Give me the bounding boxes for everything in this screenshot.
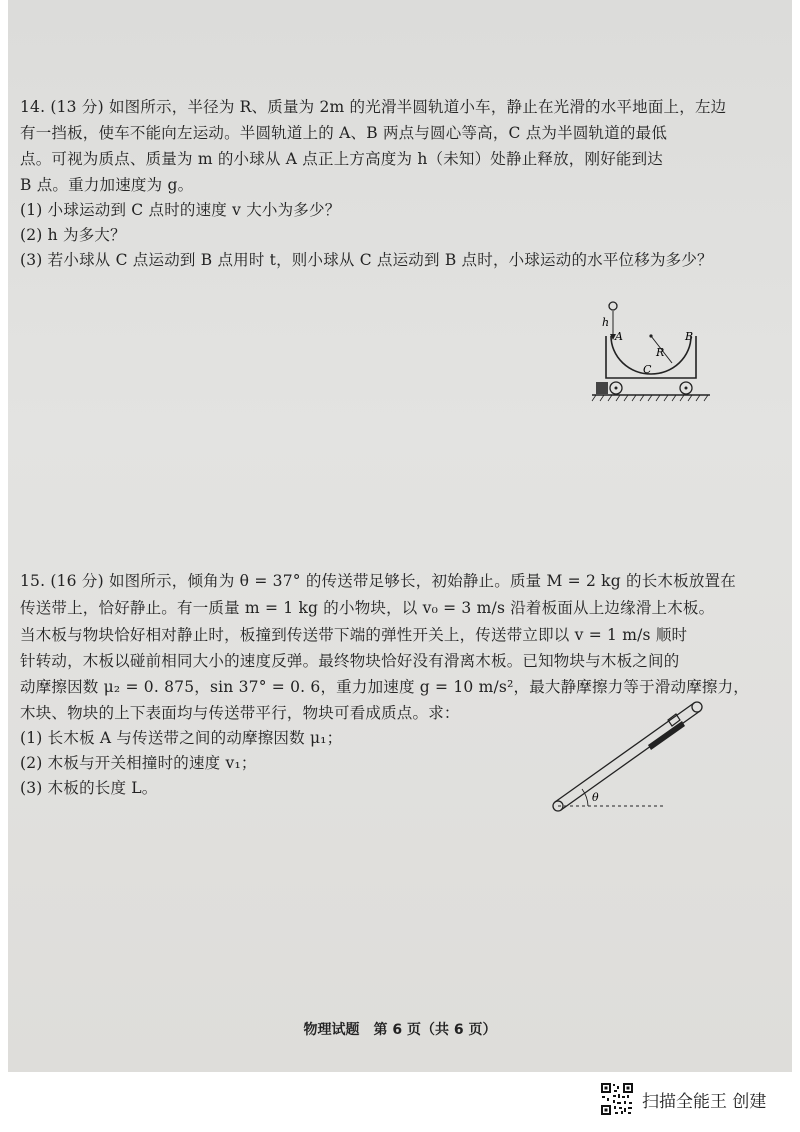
ball-icon: [609, 302, 617, 310]
label-B: B: [685, 330, 694, 343]
q14-line-1: 14. (13 分) 如图所示，半径为 R、质量为 2m 的光滑半圆轨道小车，静止在光滑的水平地面上，左边: [20, 98, 727, 116]
label-theta: θ: [592, 791, 599, 804]
q14-line-2: 有一挡板，使车不能向左运动。半圆轨道上的 A、B 两点与圆心等高，C 点为半圆轨道的最低: [20, 124, 668, 142]
q14-line-5: (1) 小球运动到 C 点时的速度 v 大小为多少？: [20, 201, 341, 219]
q15-line-4: 针转动，木板以碰前相同大小的速度反弹。最终物块恰好没有滑离木板。已知物块与木板之间的: [20, 652, 680, 670]
q15-line-6: 木块、物块的上下表面均与传送带平行，物块可看成质点。求：: [20, 704, 460, 722]
scanner-stamp: [600, 1082, 766, 1116]
q15-line-1: 15. (16 分) 如图所示，倾角为 θ = 37° 的传送带足够长，初始静止。质量 M = 2 kg 的长木板放置在: [20, 572, 736, 590]
q15-figure-conveyor: [544, 690, 714, 820]
q14-line-6: (2) h 为多大？: [20, 226, 126, 244]
exam-page: [8, 0, 792, 1072]
q15-line-8: (2) 木板与开关相撞时的速度 v₁；: [20, 754, 257, 772]
label-h: h: [602, 316, 610, 329]
q15-line-5: 动摩擦因数 μ₂ = 0. 875，sin 37° = 0. 6，重力加速度 g = 10 m/s²，最大静摩擦力等于滑动摩擦力，: [20, 678, 749, 696]
scanner-stamp-text: 扫描全能王 创建: [642, 1091, 767, 1112]
q14-line-4: B 点。重力加速度为 g。: [20, 176, 194, 194]
page-footer: 物理试题 第 6 页（共 6 页）: [303, 1022, 497, 1038]
label-A: A: [615, 330, 623, 343]
qr-code-icon: [600, 1082, 634, 1116]
q15-line-3: 当木板与物块恰好相对静止时，板撞到传送带下端的弹性开关上，传送带立即以 v = 1 m/s 顺时: [20, 626, 688, 644]
label-C: C: [643, 363, 652, 376]
q14-line-3: 点。可视为质点、质量为 m 的小球从 A 点正上方高度为 h（未知）处静止释放，刚好能到达: [20, 150, 664, 168]
q15-line-9: (3) 木板的长度 L。: [20, 779, 158, 797]
q15-line-7: (1) 长木板 A 与传送带之间的动摩擦因数 μ₁；: [20, 729, 343, 747]
label-R: R: [656, 346, 665, 359]
q15-line-2: 传送带上，恰好静止。有一质量 m = 1 kg 的小物块，以 v₀ = 3 m/s 沿着板面从上边缘滑上木板。: [20, 599, 715, 617]
plank-icon: [648, 721, 685, 750]
q14-figure-cart: [588, 296, 718, 408]
q14-line-7: (3) 若小球从 C 点运动到 B 点用时 t，则小球从 C 点运动到 B 点时，小球运动的水平位移为多少？: [20, 251, 713, 269]
blocker-icon: [596, 382, 608, 394]
